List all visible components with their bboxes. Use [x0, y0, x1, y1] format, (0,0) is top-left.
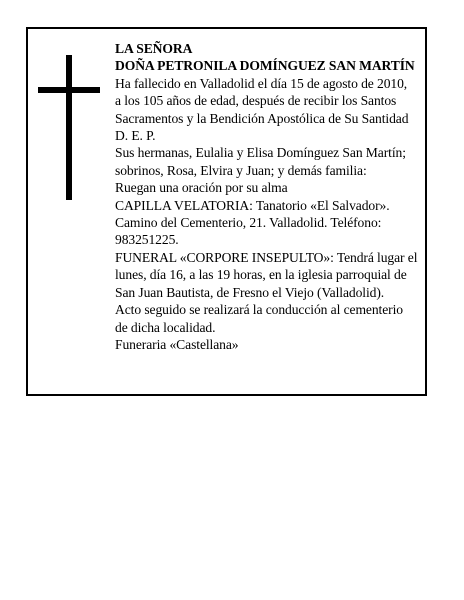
latin-cross-icon — [38, 55, 100, 200]
notice-line: 983251225. — [115, 232, 179, 248]
notice-line: de dicha localidad. — [115, 319, 216, 335]
notice-line: a los 105 años de edad, después de recibir los Santos — [115, 93, 397, 109]
notice-heading: LA SEÑORA — [115, 41, 193, 56]
notice-line: Ha fallecido en Valladolid el día 15 de agosto de 2010, — [115, 75, 408, 91]
cross-horizontal-bar — [38, 87, 100, 93]
notice-line: Sacramentos y la Bendición Apostólica de Su Santidad — [115, 110, 409, 126]
notice-line: Sus hermanas, Eulalia y Elisa Domínguez San Martín; — [115, 145, 406, 161]
notice-line: FUNERAL «CORPORE INSEPULTO»: Tendrá lugar el — [115, 249, 418, 265]
notice-line: San Juan Bautista, de Fresno el Viejo (Valladolid). — [115, 284, 385, 300]
notice-line: CAPILLA VELATORIA: Tanatorio «El Salvador». — [115, 197, 390, 213]
notice-line: Ruegan una oración por su alma — [115, 180, 288, 196]
notice-line: Camino del Cementerio, 21. Valladolid. Teléfono: — [115, 215, 382, 231]
notice-line: Funeraria «Castellana» — [115, 336, 239, 352]
notice-line: lunes, día 16, a las 19 horas, en la iglesia parroquial de — [115, 267, 407, 283]
notice-line: sobrinos, Rosa, Elvira y Juan; y demás familia: — [115, 162, 367, 178]
notice-line: D. E. P. — [115, 128, 156, 144]
cross-vertical-bar — [66, 55, 72, 200]
notice-line: Acto seguido se realizará la conducción al cementerio — [115, 302, 403, 318]
deceased-name: DOÑA PETRONILA DOMÍNGUEZ SAN MARTÍN — [115, 58, 415, 74]
notice-text — [115, 40, 427, 353]
obituary-notice — [26, 27, 427, 396]
